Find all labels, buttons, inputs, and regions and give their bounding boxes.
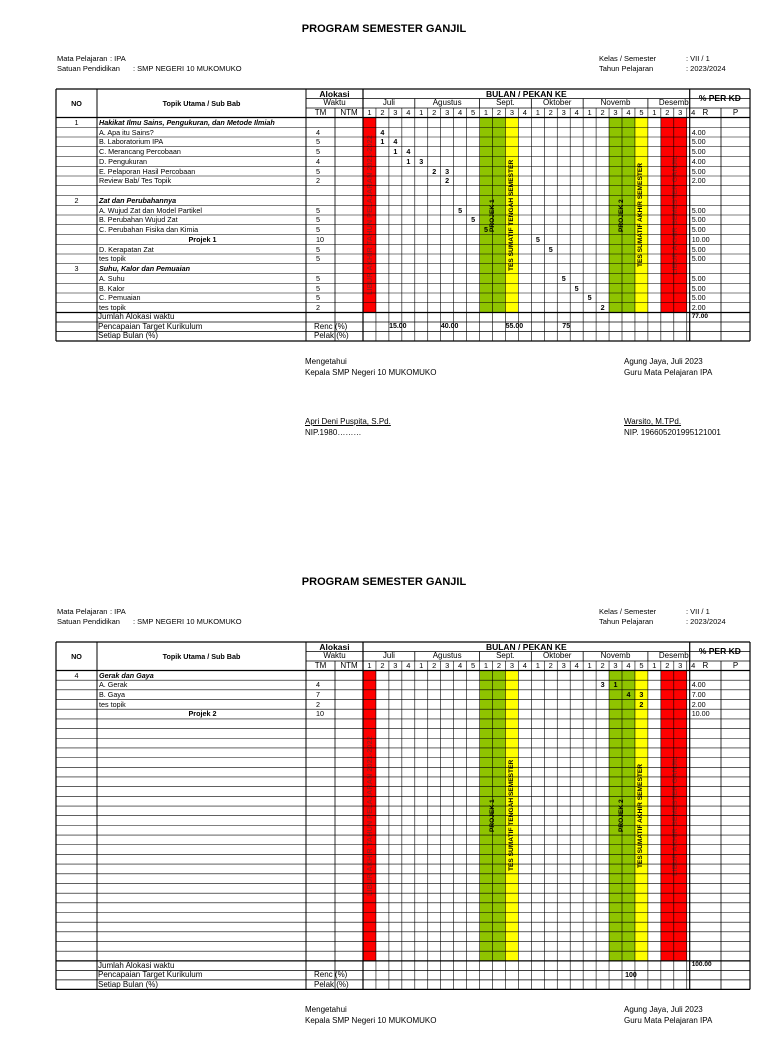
meta-mapel-value: : IPA xyxy=(110,607,126,616)
header-alokasi-text: Alokasi xyxy=(319,642,350,652)
row-r-text: 5.00 xyxy=(691,205,706,215)
sign-kepala-title: Kepala SMP Negeri 10 MUKOMUKO xyxy=(305,368,437,377)
header-week-text: 3 xyxy=(393,661,398,670)
header-month-4-text: Oktober xyxy=(543,98,572,108)
header-week-text: 3 xyxy=(445,108,450,117)
row-topic-text: Zat dan Perubahannya xyxy=(99,195,177,205)
row-no-text: 4 xyxy=(74,670,79,680)
row-r-text: 5.00 xyxy=(691,215,706,225)
row-week-mark-text: 1 xyxy=(613,680,618,690)
row-tm-text: 4 xyxy=(316,156,320,166)
header-waktu-text: Waktu xyxy=(323,98,346,108)
band-label-3: TES SUMATIF TENGAH SEMESTER xyxy=(507,159,515,271)
header-month-3-text: Sept. xyxy=(496,98,515,108)
header-week-text: 5 xyxy=(470,108,476,117)
row-tm-text: 5 xyxy=(316,283,320,293)
document-title: PROGRAM SEMESTER GANJIL xyxy=(301,23,467,35)
row-tm-text: 4 xyxy=(316,127,320,137)
jumlah-label-text: Jumlah Alokasi waktu xyxy=(98,960,175,970)
row-week-mark-text: 5 xyxy=(535,234,540,244)
header-kd-text: % PER KD xyxy=(698,93,741,104)
sign-mengetahui: Mengetahui xyxy=(305,357,347,366)
meta-tahun-value: : 2023/2024 xyxy=(686,64,726,73)
row-r-text: 4.00 xyxy=(691,156,706,166)
header-week-text: 4 xyxy=(522,661,527,670)
row-topic-text: B. Gaya xyxy=(99,690,125,700)
header-alokasi-text: Alokasi xyxy=(319,89,350,99)
setiap-label-text: Setiap Bulan (%) xyxy=(98,979,159,989)
header-week-text: 3 xyxy=(678,108,683,117)
row-week-mark-text: 5 xyxy=(458,205,463,215)
row-tm-text: 5 xyxy=(316,137,320,147)
meta-kelas-value: : VII / 1 xyxy=(686,607,710,616)
row-no-text: 2 xyxy=(74,195,79,205)
header-week-text: 2 xyxy=(496,108,502,117)
meta-satuan-label: Satuan Pendidikan xyxy=(57,64,120,73)
row-week-mark-text: 1 xyxy=(393,147,398,157)
row-week-mark-text: 2 xyxy=(445,176,450,186)
row-topic-text: A. Gerak xyxy=(99,680,128,690)
header-p-text: P xyxy=(732,661,739,670)
band-label-5: TES SUMATIF AKHIR SEMESTER xyxy=(637,162,645,267)
table-grid xyxy=(0,553,768,1053)
row-week-mark-text: 1 xyxy=(406,156,411,166)
row-tm-text: 5 xyxy=(316,147,320,157)
row-topic-text: A. Apa itu Sains? xyxy=(99,127,154,137)
meta-mapel-value: : IPA xyxy=(110,54,126,63)
row-r-text: 5.00 xyxy=(691,283,706,293)
meta-satuan-value: : SMP NEGERI 10 MUKOMUKO xyxy=(133,64,242,73)
header-week-text: 2 xyxy=(600,108,605,117)
header-week-text: 2 xyxy=(380,108,385,117)
band-label-1: LIBUR AKHIR TAHUN PELAJARAN 2021-2022 xyxy=(365,135,375,295)
header-week-text: 2 xyxy=(600,661,605,670)
row-topic-text: Hakikat Ilmu Sains, Pengukuran, dan Metode Ilmiah xyxy=(99,117,275,127)
header-month-6-text: Desemb xyxy=(658,98,689,108)
row-week-mark-text: 5 xyxy=(561,273,566,283)
header-week-text: 3 xyxy=(445,661,450,670)
header-week-text: 2 xyxy=(548,108,553,117)
header-week-text: 1 xyxy=(587,661,592,670)
row-topic-text: D. Pengukuran xyxy=(99,156,147,166)
row-r-text: 5.00 xyxy=(691,137,706,147)
row-r-text: 7.00 xyxy=(691,690,706,700)
header-topik-text: Topik Utama / Sub Bab xyxy=(162,651,241,661)
meta-kelas-label: Kelas / Semester xyxy=(599,54,657,63)
header-week-text: 1 xyxy=(483,108,489,117)
band-label-5: TES SUMATIF AKHIR SEMESTER xyxy=(637,763,645,868)
row-tm-text: 4 xyxy=(316,680,320,690)
row-week-mark-text: 5 xyxy=(471,215,476,225)
header-month-2-text: Agustus xyxy=(432,651,462,661)
header-month-2-text: Agustus xyxy=(432,98,462,108)
row-topic-text: D. Kerapatan Zat xyxy=(99,244,154,254)
meta-satuan-label: Satuan Pendidikan xyxy=(57,617,120,626)
header-week-text: 2 xyxy=(432,108,437,117)
row-topic-text: tes topik xyxy=(99,254,126,264)
header-week-text: 1 xyxy=(367,108,372,117)
header-kd-text: % PER KD xyxy=(698,646,741,657)
header-week-text: 5 xyxy=(470,661,476,670)
row-r-text: 5.00 xyxy=(691,166,706,176)
header-week-text: 4 xyxy=(626,661,631,670)
header-week-text: 3 xyxy=(509,108,514,117)
jumlah-r-text: 77.00 xyxy=(691,313,708,320)
row-r-text: 5.00 xyxy=(691,254,706,264)
row-r-text: 2.00 xyxy=(691,699,706,709)
header-week-text: 1 xyxy=(652,108,657,117)
row-tm-text: 5 xyxy=(316,225,320,235)
meta-kelas-value: : VII / 1 xyxy=(686,54,710,63)
sign-mengetahui: Mengetahui xyxy=(305,1005,347,1015)
header-tm-text: TM xyxy=(314,661,327,670)
header-month-5-text: Novemb xyxy=(600,98,631,108)
header-r-text: R xyxy=(702,108,709,117)
row-topic-text: tes topik xyxy=(99,303,126,313)
pencapaian-label-text: Pencapaian Target Kurikulum xyxy=(98,970,203,980)
row-tm-text: 2 xyxy=(316,699,320,709)
pencapaian-sub-text: Renc (%) xyxy=(314,322,348,331)
row-week-mark-text: 2 xyxy=(600,303,605,313)
row-week-mark-text: 3 xyxy=(600,680,605,690)
row-r-text: 2.00 xyxy=(691,176,706,186)
pencapaian-label-text: Pencapaian Target Kurikulum xyxy=(98,322,203,331)
sign-place-date: Agung Jaya, Juli 2023 xyxy=(624,357,703,366)
row-week-mark-text: 5 xyxy=(587,293,592,303)
row-week-mark-text: 4 xyxy=(626,690,631,700)
row-tm-text: 5 xyxy=(316,215,320,225)
row-week-mark-text: 5 xyxy=(574,283,579,293)
header-week-text: 4 xyxy=(458,661,463,670)
row-topic-text: B. Perubahan Wujud Zat xyxy=(99,215,178,225)
row-week-mark-text: 4 xyxy=(406,147,411,157)
row-week-mark-text: 5 xyxy=(484,225,489,235)
meta-satuan-value: : SMP NEGERI 10 MUKOMUKO xyxy=(133,617,242,626)
header-week-text: 4 xyxy=(458,108,463,117)
header-week-text: 4 xyxy=(626,108,631,117)
header-r-text: R xyxy=(702,661,709,670)
sign-kepala-name: Apri Deni Puspita, S.Pd. xyxy=(305,417,391,426)
row-tm-text: 2 xyxy=(316,303,320,313)
pencapaian-value-text: 75 xyxy=(562,323,571,331)
row-week-mark-text: 2 xyxy=(639,699,644,709)
header-bulan-text: BULAN / PEKAN KE xyxy=(485,642,567,652)
row-r-text: 5.00 xyxy=(691,273,706,283)
header-week-text: 1 xyxy=(652,661,657,670)
row-tm-text: 5 xyxy=(316,293,320,303)
page-1 xyxy=(0,0,768,500)
row-tm-text: 5 xyxy=(316,273,320,283)
row-tm-text: 10 xyxy=(316,709,324,719)
header-ntm-text: NTM xyxy=(340,108,358,117)
page-2 xyxy=(0,553,768,1053)
meta-mapel-label: Mata Pelajaran xyxy=(57,54,108,63)
header-week-text: 3 xyxy=(613,661,618,670)
header-week-text: 2 xyxy=(665,661,670,670)
row-topic-text: B. Laboratorium IPA xyxy=(99,137,164,147)
row-tm-text: 5 xyxy=(316,166,320,176)
row-r-text: 5.00 xyxy=(691,244,706,254)
row-r-text: 4.00 xyxy=(691,680,706,690)
row-tm-text: 7 xyxy=(316,690,320,700)
row-r-text: 5.00 xyxy=(691,147,706,157)
header-week-text: 1 xyxy=(419,108,424,117)
header-week-text: 2 xyxy=(548,661,553,670)
header-month-1-text: Juli xyxy=(382,651,395,661)
sign-kepala-nip: NIP.1980……… xyxy=(305,428,362,437)
document-title: PROGRAM SEMESTER GANJIL xyxy=(301,576,467,588)
row-topic-text: A. Suhu xyxy=(99,273,125,283)
row-no-text: 3 xyxy=(74,264,79,274)
header-week-text: 4 xyxy=(691,108,696,117)
header-week-text: 3 xyxy=(561,108,566,117)
band-label-6: LIBUR AKHIR SEMESTER GANJIL xyxy=(669,756,679,876)
row-r-text: 4.00 xyxy=(691,127,706,137)
band-label-6: LIBUR AKHIR SEMESTER GANJIL xyxy=(669,155,679,275)
header-p-text: P xyxy=(732,108,739,117)
header-ntm-text: NTM xyxy=(340,661,358,670)
header-week-text: 2 xyxy=(665,108,670,117)
header-topik-text: Topik Utama / Sub Bab xyxy=(162,98,241,108)
header-month-4-text: Oktober xyxy=(543,651,572,661)
band-label-1: LIBUR AKHIR TAHUN PELAJARAN 2021-2022 xyxy=(365,735,375,896)
jumlah-r-text: 100.00 xyxy=(691,961,712,969)
header-week-text: 4 xyxy=(522,108,527,117)
band-label-3: TES SUMATIF TENGAH SEMESTER xyxy=(507,759,515,872)
pencapaian-value-text: 15.00 xyxy=(389,323,407,331)
row-week-mark-text: 3 xyxy=(419,156,424,166)
sign-guru-nip: NIP. 196605201995121001 xyxy=(624,428,721,437)
row-topic-text: C. Perubahan Fisika dan Kimia xyxy=(99,225,199,235)
header-week-text: 4 xyxy=(406,108,411,117)
setiap-sub-text: Pelak (%) xyxy=(314,331,349,341)
header-week-text: 2 xyxy=(380,661,385,670)
row-topic-text: Review Bab/ Tes Topik xyxy=(99,176,172,186)
header-week-text: 1 xyxy=(535,108,540,117)
header-month-6-text: Desemb xyxy=(658,651,689,661)
row-topic-text: Gerak dan Gaya xyxy=(99,670,154,680)
row-r-text: 2.00 xyxy=(691,303,706,313)
row-tm-text: 5 xyxy=(316,254,320,264)
row-topic-text: Projek 1 xyxy=(188,234,217,244)
header-week-text: 1 xyxy=(483,661,489,670)
row-week-mark-text: 5 xyxy=(548,244,553,254)
pencapaian-value-text: 40.00 xyxy=(440,323,459,331)
row-r-text: 5.00 xyxy=(691,293,706,303)
row-week-mark-text: 4 xyxy=(380,127,385,137)
sign-guru-title: Guru Mata Pelajaran IPA xyxy=(624,368,713,377)
sign-guru-name: Warsito, M.TPd. xyxy=(624,417,682,426)
band-label-2: PROJEK 1 xyxy=(488,198,496,232)
meta-tahun-label: Tahun Pelajaran xyxy=(599,64,654,73)
setiap-sub-text: Pelak (%) xyxy=(314,979,349,989)
header-month-1-text: Juli xyxy=(382,98,395,108)
header-week-text: 3 xyxy=(393,108,398,117)
band-label-4: PROJEK 2 xyxy=(618,799,625,833)
header-month-3-text: Sept. xyxy=(496,651,515,661)
header-bulan-text: BULAN / PEKAN KE xyxy=(485,89,567,99)
row-topic-text: E. Pelaporan Hasil Percobaan xyxy=(99,166,196,176)
row-r-text: 10.00 xyxy=(691,709,710,719)
row-topic-text: A. Wujud Zat dan Model Partikel xyxy=(99,205,202,215)
header-week-text: 2 xyxy=(432,661,437,670)
pencapaian-value-text: 55.00 xyxy=(505,323,524,331)
row-week-mark-text: 4 xyxy=(393,137,398,147)
row-topic-text: tes topik xyxy=(99,699,126,709)
row-tm-text: 10 xyxy=(316,234,324,244)
header-waktu-text: Waktu xyxy=(323,651,346,661)
row-r-text: 5.00 xyxy=(691,225,706,235)
row-week-mark-text: 1 xyxy=(380,137,385,147)
header-week-text: 3 xyxy=(561,661,566,670)
band-label-4: PROJEK 2 xyxy=(618,198,625,232)
row-tm-text: 5 xyxy=(316,244,320,254)
meta-tahun-label: Tahun Pelajaran xyxy=(599,617,654,626)
row-week-mark-text: 3 xyxy=(445,166,450,176)
row-topic-text: Projek 2 xyxy=(188,709,217,719)
header-week-text: 3 xyxy=(613,108,618,117)
band-label-2: PROJEK 1 xyxy=(488,799,496,833)
sign-kepala-title: Kepala SMP Negeri 10 MUKOMUKO xyxy=(305,1016,437,1026)
header-week-text: 3 xyxy=(509,661,514,670)
row-topic-text: Suhu, Kalor dan Pemuaian xyxy=(99,264,191,274)
pencapaian-value-text: 100 xyxy=(625,971,637,979)
meta-mapel-label: Mata Pelajaran xyxy=(57,607,108,616)
sign-place-date: Agung Jaya, Juli 2023 xyxy=(624,1005,703,1015)
header-week-text: 5 xyxy=(639,108,644,117)
row-week-mark-text: 3 xyxy=(639,690,644,700)
header-week-text: 4 xyxy=(406,661,411,670)
header-week-text: 2 xyxy=(496,661,502,670)
row-tm-text: 5 xyxy=(316,205,320,215)
header-week-text: 1 xyxy=(587,108,592,117)
header-week-text: 1 xyxy=(535,661,540,670)
sign-guru-title: Guru Mata Pelajaran IPA xyxy=(624,1016,713,1026)
meta-tahun-value: : 2023/2024 xyxy=(686,617,726,626)
header-no-text: NO xyxy=(71,98,82,108)
header-tm-text: TM xyxy=(314,108,327,117)
row-topic-text: C. Merancang Percobaan xyxy=(99,147,181,157)
row-topic-text: C. Pemuaian xyxy=(99,293,141,303)
header-week-text: 1 xyxy=(419,661,424,670)
meta-kelas-label: Kelas / Semester xyxy=(599,607,657,616)
header-week-text: 3 xyxy=(678,661,683,670)
setiap-label-text: Setiap Bulan (%) xyxy=(98,331,159,341)
row-r-text: 10.00 xyxy=(691,234,710,244)
header-week-text: 1 xyxy=(367,661,372,670)
header-month-5-text: Novemb xyxy=(600,651,631,661)
row-topic-text: B. Kalor xyxy=(99,283,125,293)
header-no-text: NO xyxy=(71,651,82,661)
pencapaian-sub-text: Renc (%) xyxy=(314,970,348,980)
jumlah-label-text: Jumlah Alokasi waktu xyxy=(98,312,175,322)
row-no-text: 1 xyxy=(74,117,79,127)
header-week-text: 4 xyxy=(574,661,579,670)
header-week-text: 4 xyxy=(574,108,579,117)
row-week-mark-text: 2 xyxy=(432,166,437,176)
header-week-text: 5 xyxy=(639,661,644,670)
row-tm-text: 2 xyxy=(316,176,320,186)
header-week-text: 4 xyxy=(691,661,696,670)
